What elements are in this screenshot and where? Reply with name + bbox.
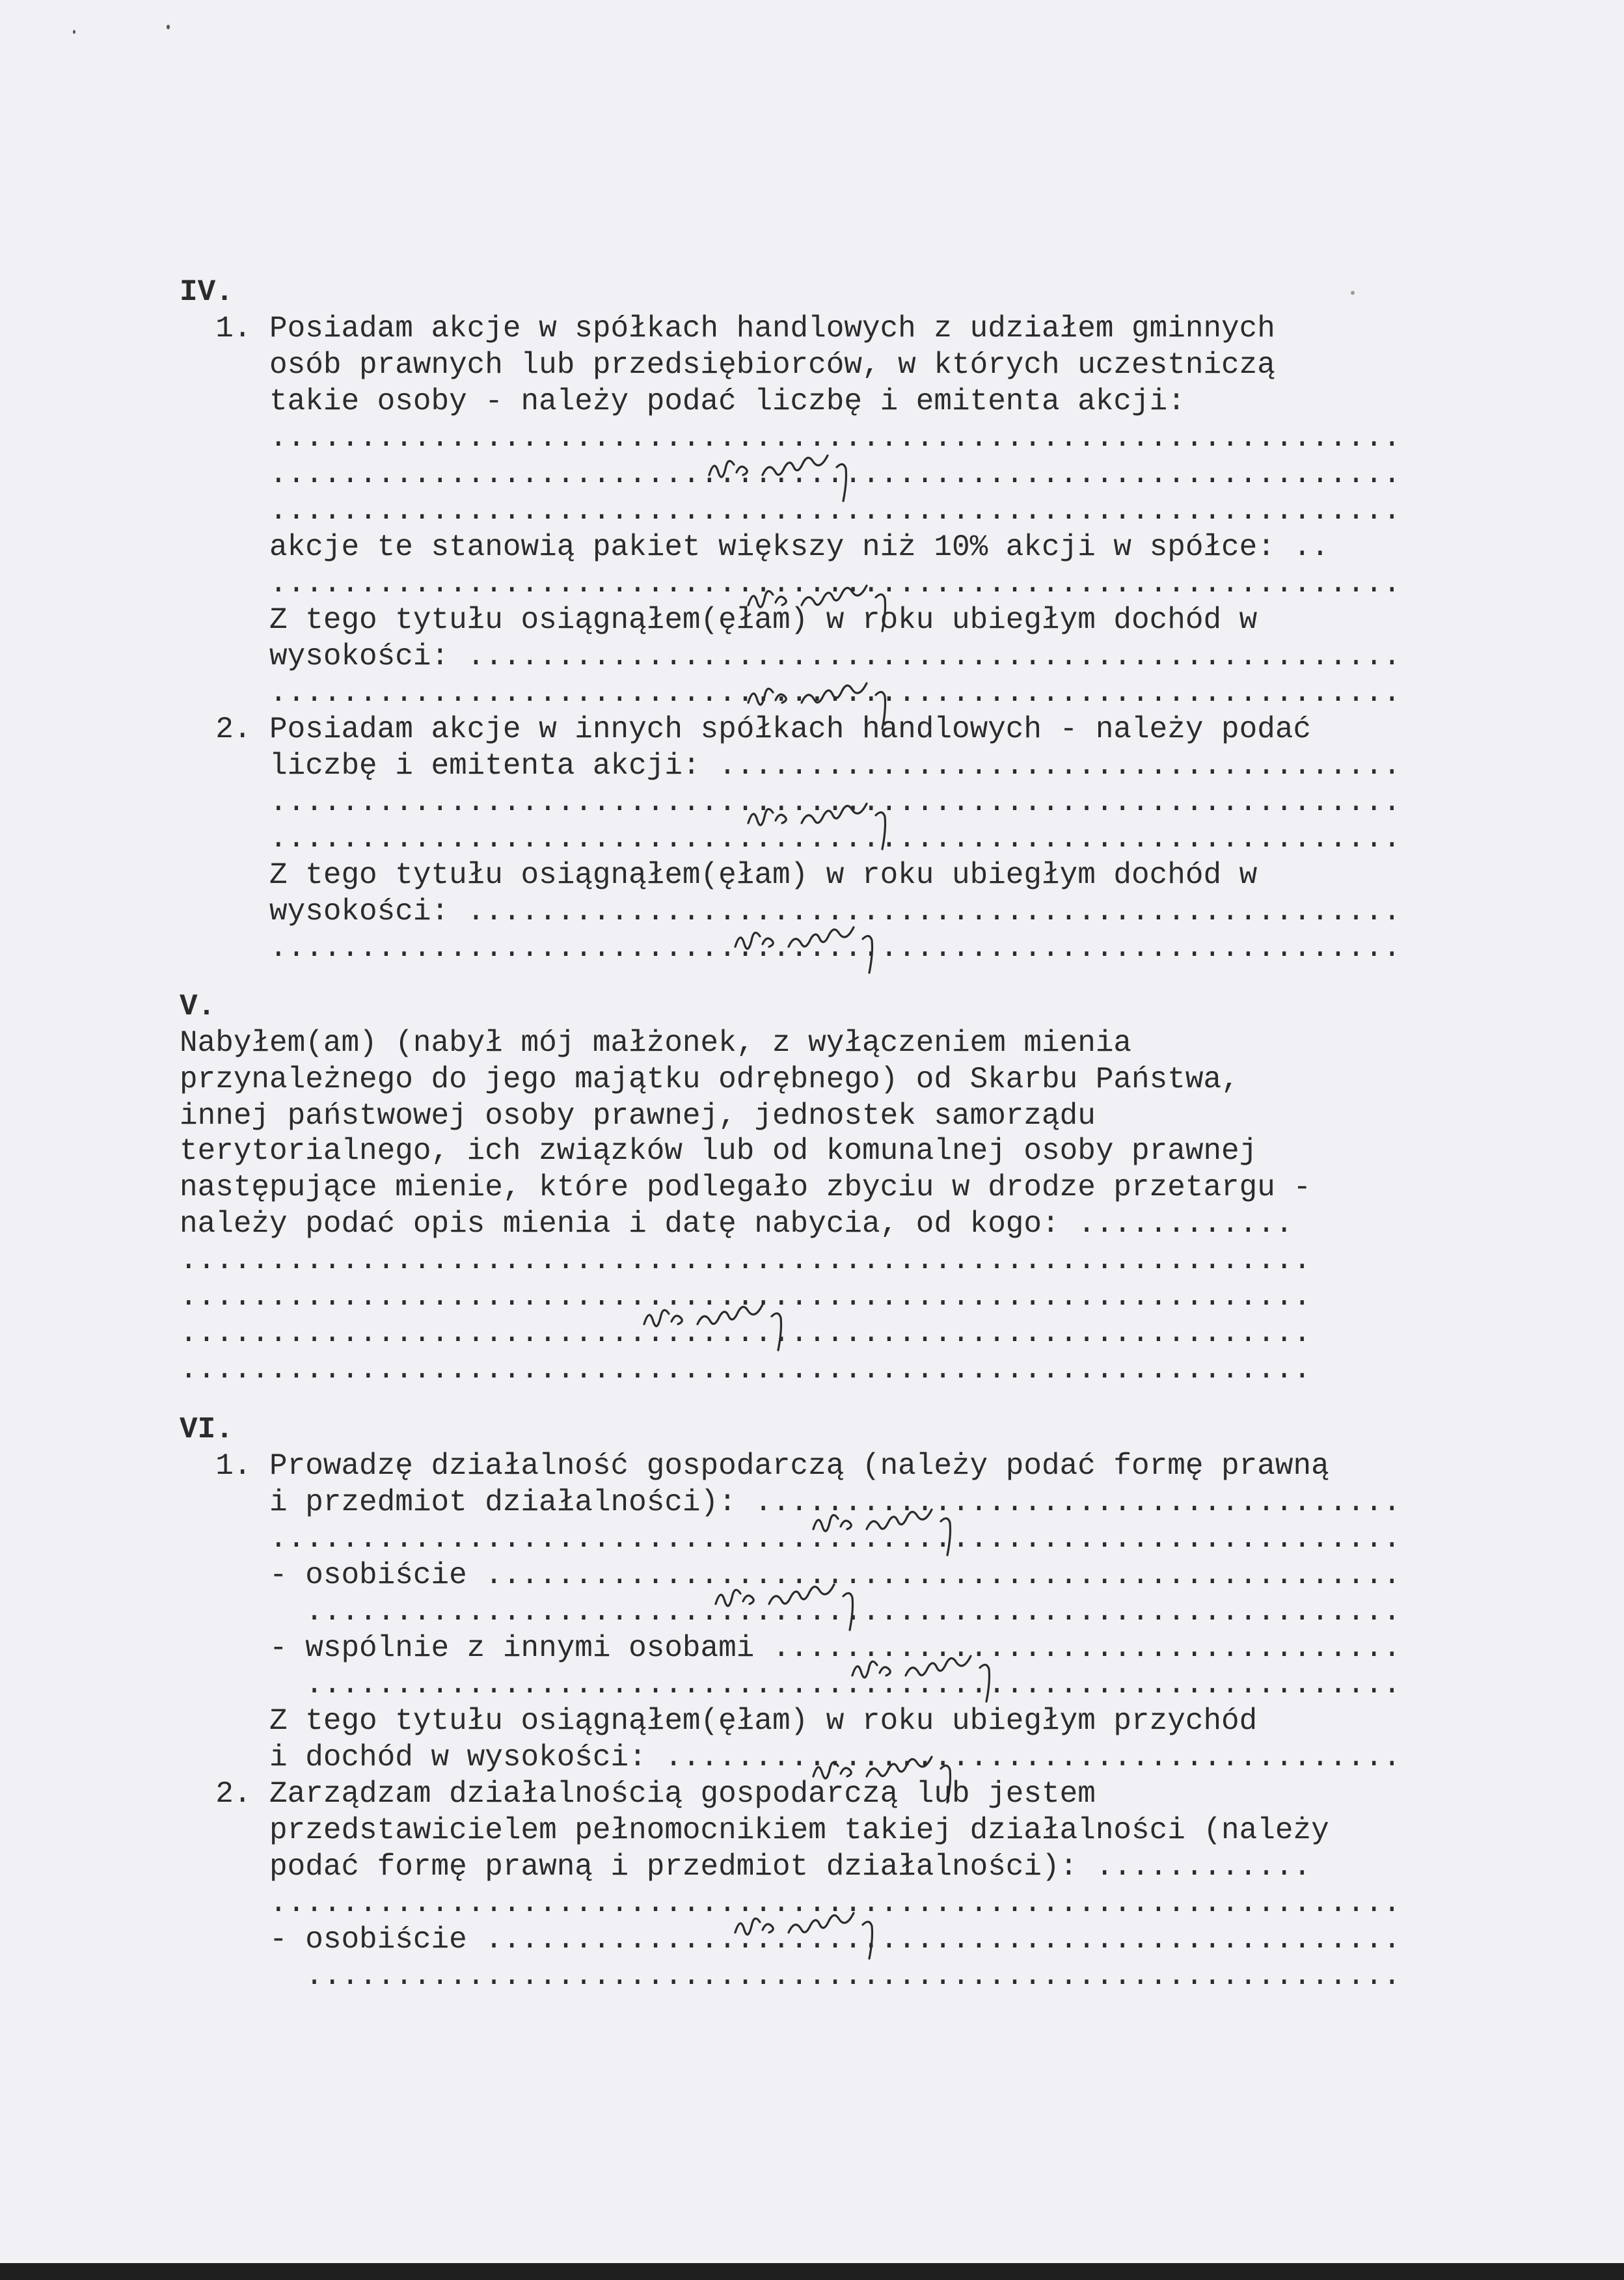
section-heading: V. xyxy=(180,990,216,1024)
document-line: Nabyłem(am) (nabył mój małżonek, z wyłączeniem mienia xyxy=(180,1026,1132,1060)
handwritten-nie-dotyczy xyxy=(729,901,924,979)
scan-speck xyxy=(167,25,170,29)
document-line: ............................................................... xyxy=(180,457,1401,491)
document-line: przynależnego do jego majątku odrębnego) od Skarbu Państwa, xyxy=(180,1063,1239,1096)
scan-speck xyxy=(1351,291,1355,295)
document-line: ............................................................. xyxy=(180,1595,1401,1629)
document-line: ............................................................... xyxy=(180,931,1401,965)
handwritten-nie-dotyczy xyxy=(742,560,937,638)
document-line: ............................................................... xyxy=(180,822,1401,856)
section-heading: IV. xyxy=(180,275,234,309)
handwritten-nie-dotyczy xyxy=(742,657,937,735)
document-line: ............................................................... xyxy=(180,421,1401,455)
document-line: 1. Posiadam akcje w spółkach handlowych z udziałem gminnych xyxy=(180,312,1275,346)
document-line: terytorialnego, ich związków lub od komunalnej osoby prawnej xyxy=(180,1134,1258,1168)
handwritten-nie-dotyczy xyxy=(638,1279,833,1357)
document-line: Z tego tytułu osiągnąłem(ęłam) w roku ubiegłym przychód xyxy=(180,1704,1258,1738)
document-line: wysokości: .................................................... xyxy=(180,895,1401,929)
handwritten-nie-dotyczy xyxy=(709,1558,904,1636)
document-line: innej państwowej osoby prawnej, jednostek samorządu xyxy=(180,1099,1096,1133)
handwritten-nie-dotyczy xyxy=(807,1484,1002,1562)
document-line: ............................................................... xyxy=(180,785,1401,819)
document-line: ............................................................... xyxy=(180,494,1401,528)
document-line: 2. Posiadam akcje w innych spółkach handlowych - należy podać xyxy=(180,712,1312,746)
section-heading: VI. xyxy=(180,1413,234,1446)
document-line: ............................................................... xyxy=(180,1522,1401,1556)
document-line: ............................................................... xyxy=(180,1353,1312,1387)
document-line: - osobiście ................................................... xyxy=(180,1923,1401,1957)
scan-speck xyxy=(73,30,75,34)
document-line: liczbę i emitenta akcji: ...................................... xyxy=(180,749,1401,783)
handwritten-nie-dotyczy xyxy=(846,1630,1041,1708)
document-line: ............................................................... xyxy=(180,1243,1312,1277)
document-line: 2. Zarządzam działalnością gospodarczą lub jestem xyxy=(180,1777,1096,1811)
document-line: takie osoby - należy podać liczbę i emitenta akcji: xyxy=(180,385,1185,418)
document-line: ............................................................. xyxy=(180,1959,1401,1993)
document-line: ............................................................... xyxy=(180,567,1401,601)
document-line: następujące mienie, które podlegało zbyciu w drodze przetargu - xyxy=(180,1171,1312,1204)
document-line: przedstawicielem pełnomocnikiem takiej działalności (należy xyxy=(180,1813,1329,1847)
document-line: Z tego tytułu osiągnąłem(ęłam) w roku ubiegłym dochód w xyxy=(180,603,1258,637)
document-line: - wspólnie z innymi osobami ................................... xyxy=(180,1631,1401,1665)
scan-bottom-edge xyxy=(0,2263,1624,2280)
document-line: osób prawnych lub przedsiębiorców, w których uczestniczą xyxy=(180,348,1275,382)
handwritten-nie-dotyczy xyxy=(729,1887,924,1965)
document-line: akcje te stanowią pakiet większy niż 10% akcji w spółce: .. xyxy=(180,530,1329,564)
document-line: ............................................................... xyxy=(180,1316,1312,1350)
document-line: i przedmiot działalności): .................................... xyxy=(180,1486,1401,1519)
document-line: podać formę prawną i przedmiot działalności): ............ xyxy=(180,1850,1312,1884)
document-line: ............................................................... xyxy=(180,1280,1312,1314)
document-line: wysokości: .................................................... xyxy=(180,640,1401,673)
handwritten-nie-dotyczy xyxy=(807,1731,1002,1809)
handwritten-nie-dotyczy xyxy=(703,429,898,508)
handwritten-nie-dotyczy xyxy=(742,778,937,856)
document-line: należy podać opis mienia i datę nabycia, od kogo: ............ xyxy=(180,1207,1293,1241)
document-line: 1. Prowadzę działalność gospodarczą (należy podać formę prawną xyxy=(180,1449,1329,1483)
document-line: ............................................................... xyxy=(180,676,1401,710)
document-line: ............................................................... xyxy=(180,1886,1401,1920)
document-line: i dochód w wysokości: ......................................... xyxy=(180,1741,1401,1774)
document-line: - osobiście ................................................... xyxy=(180,1558,1401,1592)
document-line: Z tego tytułu osiągnąłem(ęłam) w roku ubiegłym dochód w xyxy=(180,858,1258,892)
document-line: ............................................................. xyxy=(180,1668,1401,1702)
